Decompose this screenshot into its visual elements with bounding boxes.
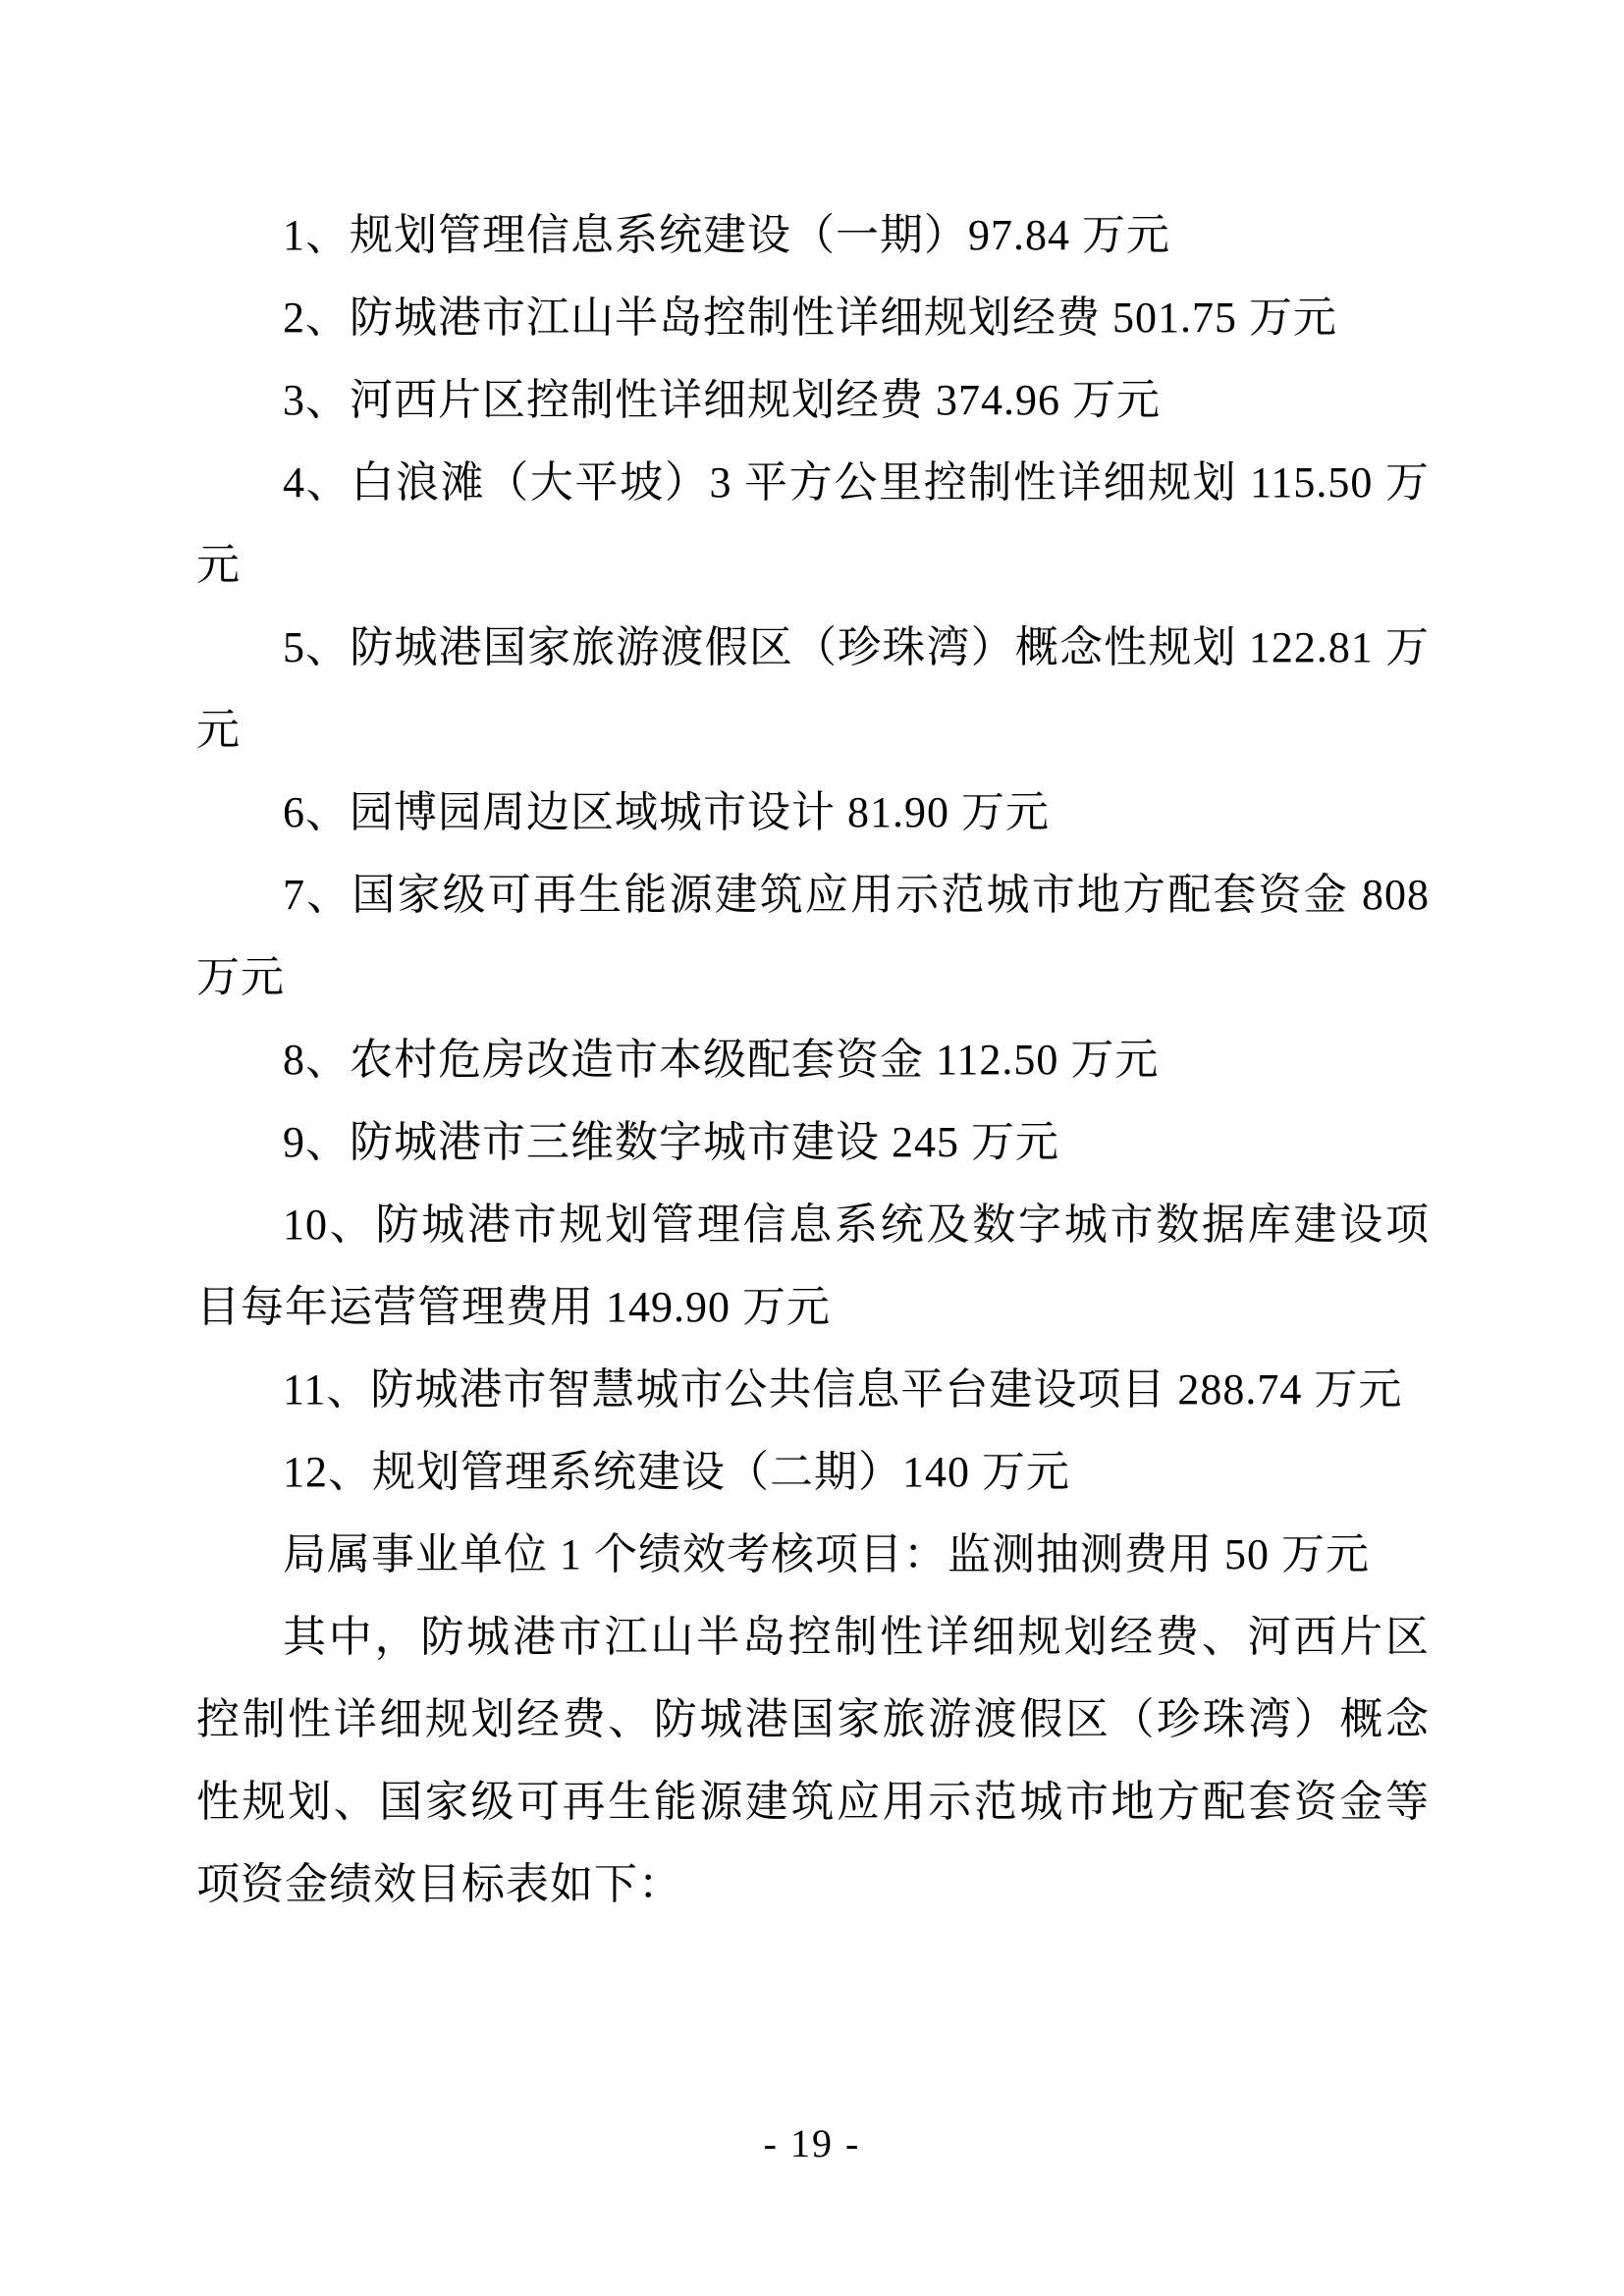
paragraph-11: 11、防城港市智慧城市公共信息平台建设项目 288.74 万元	[283, 1365, 1403, 1414]
paragraph-3: 3、河西片区控制性详细规划经费 374.96 万元	[283, 376, 1161, 424]
paragraph-14: 其中，防城港市江山半岛控制性详细规划经费、河西片区控制性详细规划经费、防城港国家旅游渡假区（珍珠湾）概念性规划、国家级可再生能源建筑应用示范城市地方配套资金等项资金绩效目标表如下：	[196, 1613, 1430, 1908]
paragraph-5: 5、防城港国家旅游渡假区（珍珠湾）概念性规划 122.81 万元	[196, 623, 1430, 754]
document-body	[196, 194, 1430, 1926]
paragraph-1: 1、规划管理信息系统建设（一期）97.84 万元	[283, 211, 1170, 259]
paragraph-list	[196, 194, 1430, 1926]
paragraph-6: 6、园博园周边区域城市设计 81.90 万元	[283, 788, 1050, 836]
paragraph-4: 4、白浪滩（大平坡）3 平方公里控制性详细规划 115.50 万元	[196, 458, 1430, 589]
paragraph-10: 10、防城港市规划管理信息系统及数字城市数据库建设项目每年运营管理费用 149.90 万元	[196, 1201, 1430, 1331]
paragraph-13: 局属事业单位 1 个绩效考核项目：监测抽测费用 50 万元	[283, 1530, 1370, 1578]
paragraph-2: 2、防城港市江山半岛控制性详细规划经费 501.75 万元	[283, 294, 1337, 342]
paragraph-8: 8、农村危房改造市本级配套资金 112.50 万元	[283, 1036, 1160, 1084]
page-footer	[0, 2120, 1624, 2166]
paragraph-12: 12、规划管理系统建设（二期）140 万元	[283, 1448, 1070, 1496]
paragraph-7: 7、国家级可再生能源建筑应用示范城市地方配套资金 808 万元	[196, 871, 1430, 1001]
paragraph-9: 9、防城港市三维数字城市建设 245 万元	[283, 1118, 1059, 1166]
page-number: - 19 -	[763, 2121, 861, 2165]
